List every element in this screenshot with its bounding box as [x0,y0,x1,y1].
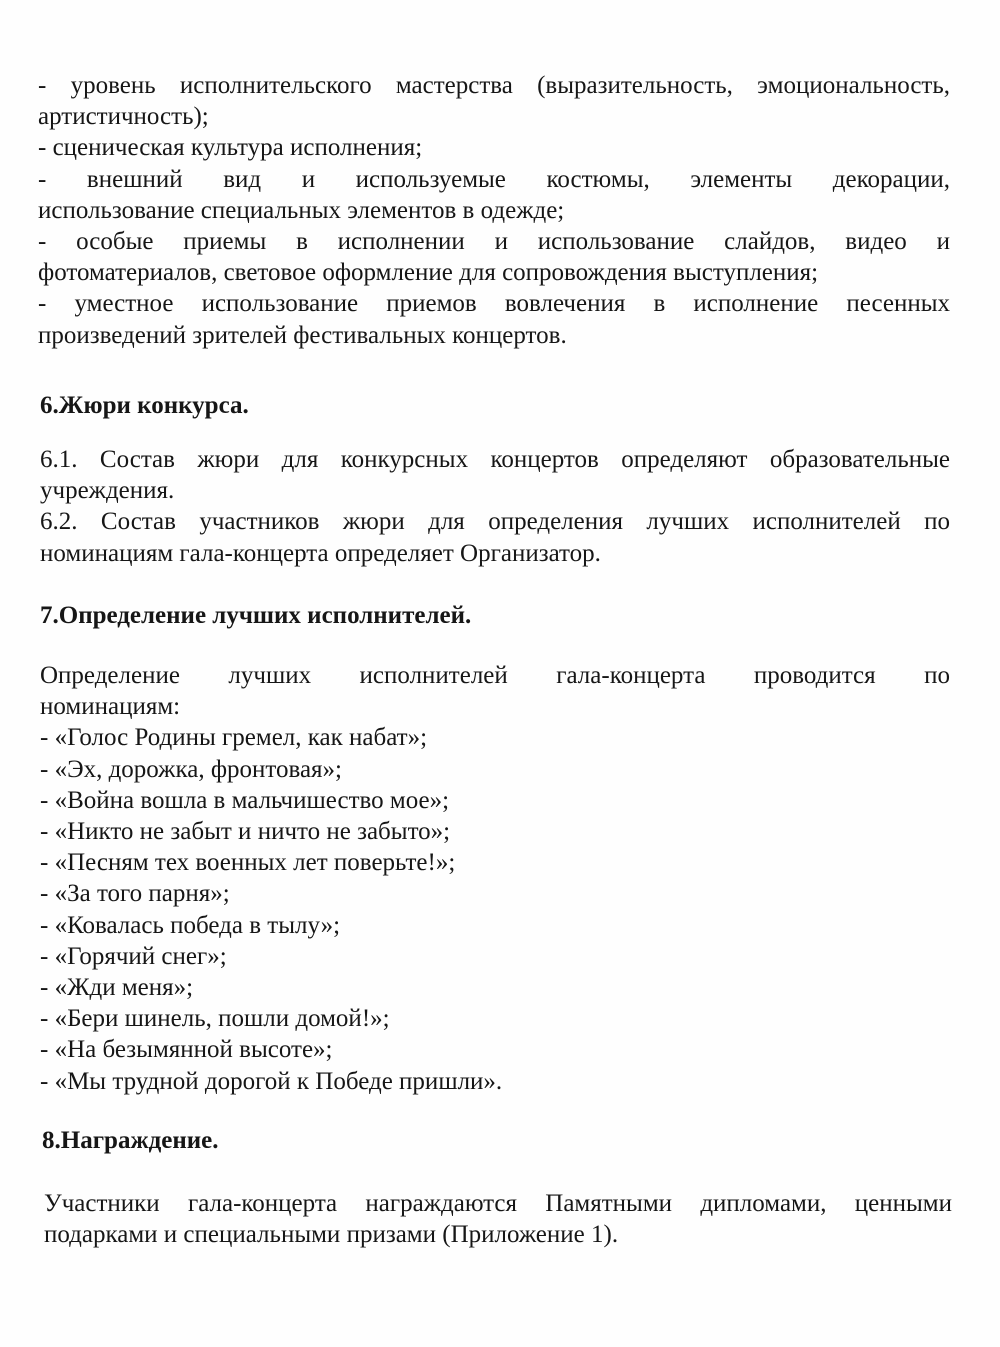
nomination-item: - «Никто не забыт и ничто не забыто»; [40,818,451,846]
jury-line: учреждения. [40,477,175,505]
criteria-line: - внешний вид и используемые костюмы, элементы декорации, [38,165,950,193]
nomination-item: - «Бери шинель, пошли домой!»; [40,1005,390,1033]
nomination-item: - «Эх, дорожка, фронтовая»; [40,755,343,783]
section-7-body [40,660,950,1097]
intro-line: номинациям: [40,693,181,721]
intro-word: проводится [753,662,876,689]
criteria-line: фотоматериалов, световое оформление для сопровождения выступления; [38,259,819,287]
nomination-item: - «За того парня»; [40,880,230,908]
intro-word: гала-концерта [556,662,706,689]
criteria-line: - особые приемы в исполнении и использование слайдов, видео и [38,228,950,256]
award-line: подарками и специальными призами (Приложение 1). [44,1221,619,1249]
intro-word: лучших [228,662,312,689]
section-6-heading: 6.Жюри конкурса. [40,392,249,419]
criteria-list [38,70,950,351]
nomination-item: - «Ковалась победа в тылу»; [40,911,341,939]
nomination-item: - «Жди меня»; [40,974,194,1002]
intro-word: по [924,662,950,689]
section-8-body [44,1188,952,1250]
criteria-line: - уровень исполнительского мастерства (выразительность, эмоциональность, [38,72,950,99]
nomination-item: - «Война вошла в мальчишество мое»; [40,786,450,814]
jury-line: 6.1. Состав жюри для конкурсных концертов определяют образовательные [40,446,950,473]
criteria-line: артистичность); [38,103,209,131]
section-8-heading: 8.Награждение. [42,1127,219,1154]
nomination-item: - «На безымянной высоте»; [40,1036,333,1064]
intro-word: исполнителей [359,662,508,689]
nomination-item: - «Горячий снег»; [40,942,227,970]
criteria-line: использование специальных элементов в одежде; [38,196,565,224]
intro-word: Определение [40,662,180,689]
criteria-line: произведений зрителей фестивальных концертов. [38,321,567,349]
jury-line: 6.2. Состав участников жюри для определения лучших исполнителей по [40,508,950,536]
jury-line: номинациям гала-концерта определяет Организатор. [40,539,601,567]
nomination-item: - «Песням тех военных лет поверьте!»; [40,849,456,877]
section-7-heading: 7.Определение лучших исполнителей. [40,602,472,629]
award-line: Участники гала-концерта награждаются Памятными дипломами, ценными [44,1190,952,1217]
intro-line [40,660,950,691]
nomination-item: - «Мы трудной дорогой к Победе пришли». [40,1067,503,1095]
section-6-body [40,444,950,569]
nomination-item: - «Голос Родины гремел, как набат»; [40,724,428,752]
criteria-line: - уместное использование приемов вовлечения в исполнение песенных [38,290,950,318]
criteria-line: - сценическая культура исполнения; [38,134,423,162]
